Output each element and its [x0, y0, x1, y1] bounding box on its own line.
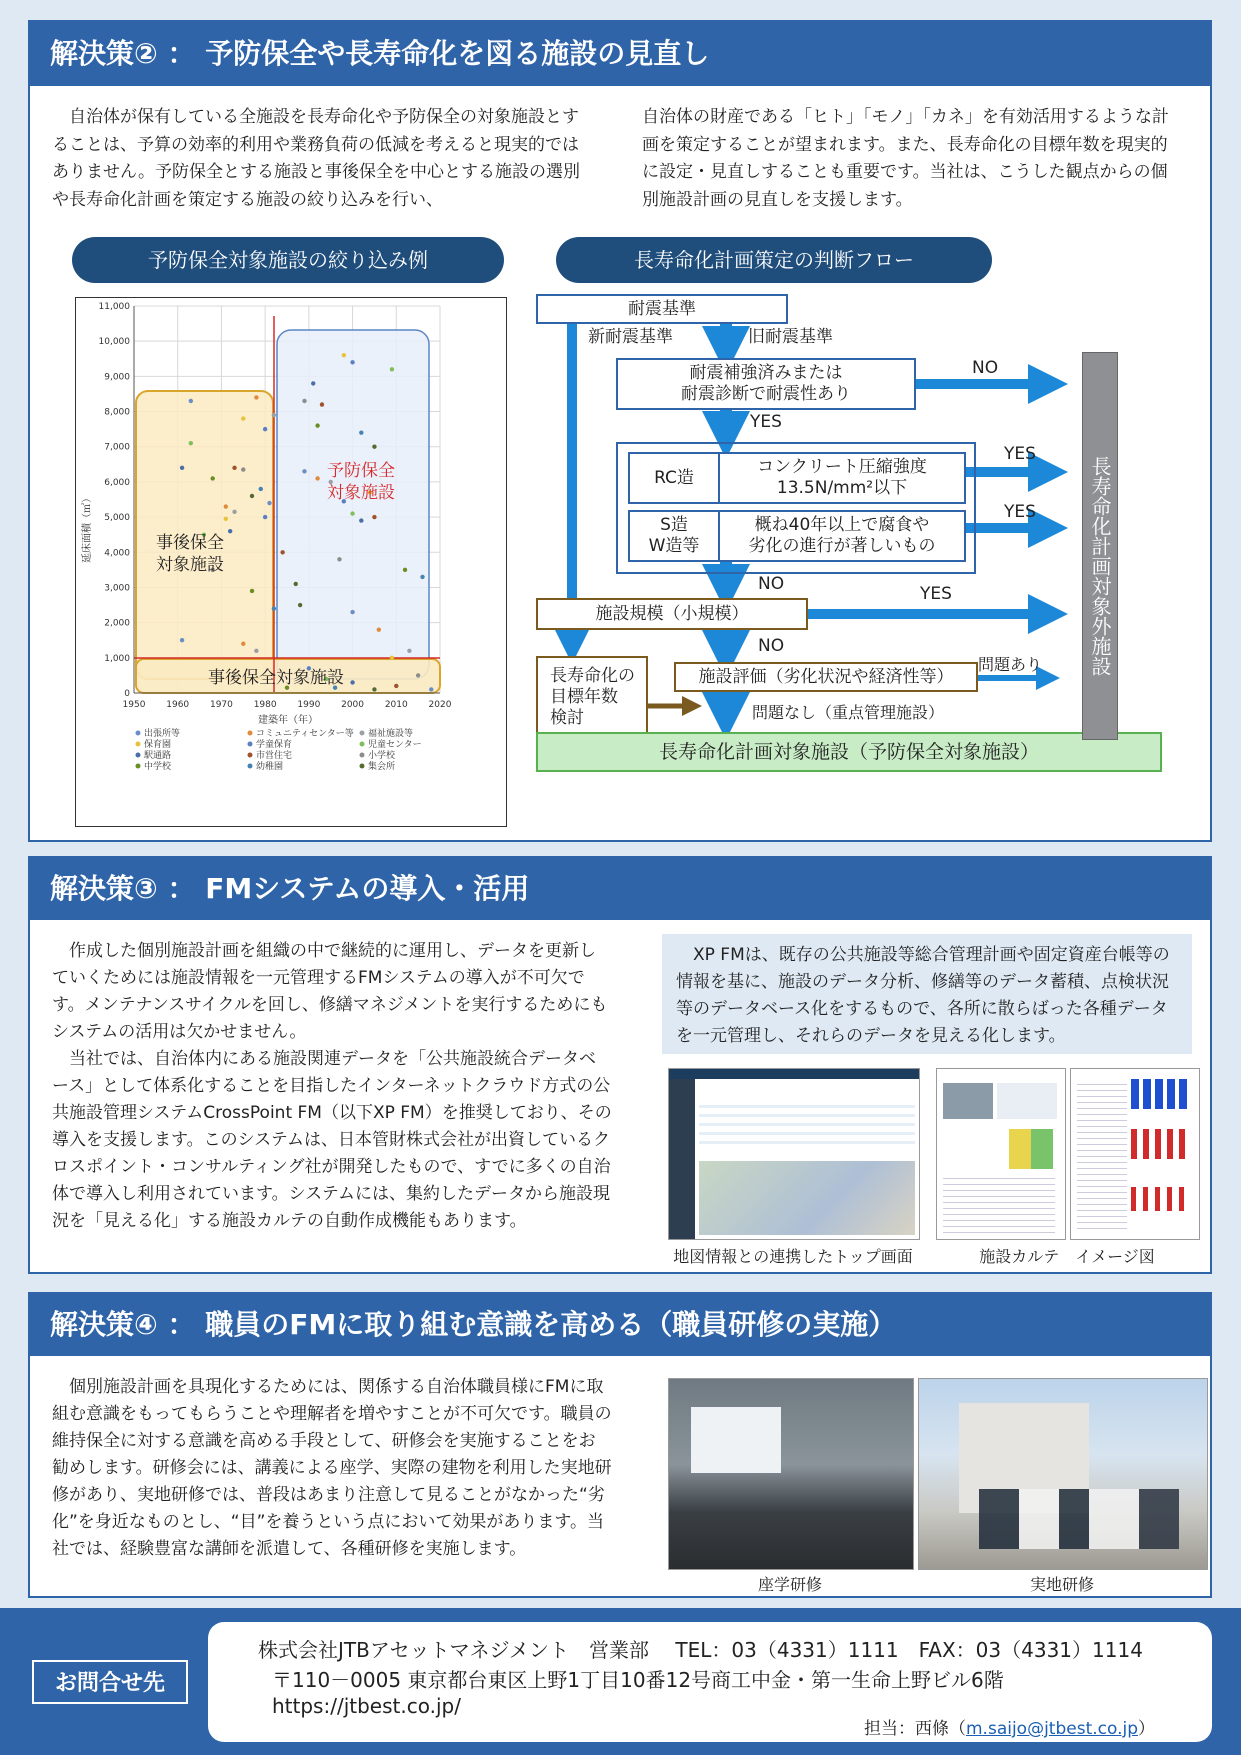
caption-field: 実地研修 [1029, 1575, 1094, 1594]
section-solution-3 [28, 856, 1212, 1274]
y-tick-label: 5,000 [104, 513, 130, 524]
contact-person-prefix: 担当：西條（ [864, 1719, 966, 1739]
legend-marker [248, 731, 253, 736]
x-axis-label: 建築年（年） [258, 715, 318, 726]
x-tick-label: 1990 [297, 700, 321, 710]
scatter-chart [75, 297, 507, 827]
y-tick-label: 0 [124, 689, 130, 699]
legend-label: 小学校 [368, 751, 396, 761]
x-tick-label: 1950 [122, 700, 146, 710]
flow-steel: S造 W造等 [628, 510, 720, 562]
intro-left: 自治体が保有している全施設を長寿命化や予防保全の対象施設とすることは、予算の効率的利用や業務負荷の低減を考えると現実的ではありません。予防保全とする施設と事後保全を中心とする施設の選別や長寿命化計画を策定する施設の絞り込みを行い、 [52, 107, 581, 210]
data-point [302, 469, 306, 473]
data-point [232, 510, 236, 514]
facility-chart-image-1 [936, 1068, 1066, 1240]
legend-label: 中学校 [144, 762, 172, 772]
y-tick-label: 11,000 [98, 302, 130, 312]
label-problem: 問題あり [978, 655, 1043, 674]
data-point [254, 649, 258, 653]
data-point [241, 642, 245, 646]
data-point [180, 466, 184, 470]
region-label-right-1: 予防保全 [327, 461, 395, 481]
section-title: 解決策② ： 予防保全や長寿命化を図る施設の見直し [30, 22, 1210, 86]
data-point [224, 517, 228, 521]
data-point [250, 494, 254, 498]
fm-body: 作成した個別施設計画を組織の中で継続的に運用し、データを更新していくためには施設情報を一元管理するFMシステムの導入が不可欠です。メンテナンスサイクルを回し、修繕マネジメントを実行するためにもシステムの活用は欠かせません。 当社では、自治体内にある施設関連データを「公共施設統合データベース」として体系化することを目指したインターネットクラウド方式の公共施設管理システムCrossPoint FM（以下XP FM）を推奨しており、その導入を支援します。このシステムは、日本管財株式会社が出資しているクロスポイント・コンサルティング社が開発したもので、すでに多くの自治体で導入し利用されています。システムには、集約したデータから施設現況を「見える化」する施設カルテの自動作成機能もあります。 [52, 941, 612, 1231]
y-tick-label: 3,000 [104, 583, 130, 594]
data-point [342, 353, 346, 357]
legend-marker [360, 764, 365, 769]
data-point [337, 557, 341, 561]
caption-top-screen: 地図情報との連携したトップ画面 [673, 1247, 913, 1266]
classroom-training-photo [668, 1378, 914, 1570]
legend-label: コミュニティセンター等 [256, 729, 354, 739]
contact-band [0, 1608, 1241, 1755]
data-point [311, 381, 315, 385]
y-tick-label: 2,000 [104, 618, 130, 629]
training-body: 個別施設計画を具現化するためには、関係する自治体職員様にFMに取組む意識をもってもらうことや理解者を増やすことが不可欠です。職員の維持保全に対する意識を高める手段として、研修会を実施することをお勧めします。研修会には、講義による座学、実際の建物を利用した実地研修があり、実地研修では、普段はあまり注意して見ることがなかった“劣化”を身近なものとし、“目”を養うという点において効果があります。当社では、経験豊富な講師を派遣して、各種研修を実施します。 [52, 1377, 612, 1559]
legend-marker [360, 742, 365, 747]
data-point [294, 582, 298, 586]
data-point [180, 638, 184, 642]
data-point [259, 487, 263, 491]
x-tick-label: 2010 [384, 700, 408, 710]
y-tick-label: 10,000 [98, 337, 130, 348]
section-title: 解決策③ ： FMシステムの導入・活用 [30, 858, 1210, 920]
data-point [407, 649, 411, 653]
region-label-bottom: 事後保全対象施設 [208, 668, 344, 688]
data-point [272, 413, 276, 417]
data-point [350, 680, 354, 684]
contact-label: お問合せ先 [32, 1660, 188, 1704]
data-point [302, 399, 306, 403]
data-point [210, 476, 214, 480]
data-point [280, 550, 284, 554]
data-point [372, 687, 376, 691]
data-point [350, 610, 354, 614]
chart-pill: 予防保全対象施設の絞り込み例 [72, 237, 504, 283]
data-point [359, 430, 363, 434]
label-no-3: NO [758, 636, 785, 656]
label-yes-1: YES [750, 412, 782, 432]
legend-label: 市営住宅 [256, 751, 293, 761]
flow-target-years: 長寿命化の 目標年数 検討 [536, 656, 648, 738]
data-point [350, 360, 354, 364]
legend-label: 集会所 [368, 762, 396, 772]
contact-line-1: 株式会社JTBアセットマネジメント 営業部 TEL：03（4331）1111 FAX：03（4331）1114 [258, 1638, 1143, 1662]
legend-marker [136, 753, 141, 758]
xpfm-note: XP FMは、既存の公共施設等総合管理計画や固定資産台帳等の情報を基に、施設のデータ分析、修繕等のデータ蓄積、点検状況等のデータベース化をするもので、各所に散らばった各種データを一元管理し、それらのデータを見える化します。 [662, 934, 1192, 1054]
y-axis-label: 延床面積（㎡） [82, 493, 93, 563]
region-preventive [277, 330, 429, 679]
y-tick-label: 1,000 [104, 653, 130, 664]
data-point [359, 518, 363, 522]
legend-marker [360, 753, 365, 758]
data-point [420, 575, 424, 579]
label-yes-4: YES [920, 584, 952, 604]
legend-label: 学童保育 [256, 740, 293, 750]
legend-marker [248, 753, 253, 758]
fm-top-screen-image [668, 1068, 920, 1240]
data-point [403, 568, 407, 572]
region-label-right-2: 対象施設 [327, 483, 395, 503]
contact-line-2: 〒110－0005 東京都台東区上野1丁目10番12号商工中金・第一生命上野ビル6階 [272, 1668, 1004, 1692]
legend-label: 幼稚園 [256, 762, 284, 772]
contact-url[interactable]: https://jtbest.co.jp/ [272, 1694, 461, 1718]
data-point [254, 395, 258, 399]
y-tick-label: 7,000 [104, 442, 130, 453]
data-point [250, 589, 254, 593]
data-point [189, 441, 193, 445]
data-point [241, 416, 245, 420]
data-point [298, 603, 302, 607]
data-point [232, 466, 236, 470]
data-point [267, 501, 271, 505]
data-point [224, 504, 228, 508]
legend-label: 児童センター [368, 740, 422, 750]
flow-scale: 施設規模（小規模） [536, 598, 808, 630]
data-point [228, 529, 232, 533]
caption-facility-chart: 施設カルテ イメージ図 [979, 1247, 1155, 1266]
data-point [320, 402, 324, 406]
contact-card [208, 1622, 1212, 1742]
data-point [416, 673, 420, 677]
legend-label: 駅通路 [144, 751, 172, 761]
legend-marker [248, 742, 253, 747]
flow-evaluation: 施設評価（劣化状況や経済性等） [674, 662, 978, 692]
legend-label: 出張所等 [144, 729, 181, 739]
data-point [272, 606, 276, 610]
data-point [315, 476, 319, 480]
scatter-chart-svg [76, 298, 506, 826]
legend-marker [360, 731, 365, 736]
label-old-standard: 旧耐震基準 [748, 327, 833, 347]
legend-marker [248, 764, 253, 769]
field-training-photo [918, 1378, 1208, 1570]
flow-rc-criteria: コンクリート圧縮強度 13.5N/mm²以下 [718, 452, 966, 504]
flow-diagram [500, 292, 1200, 837]
section-title: 解決策④ ： 職員のFMに取り組む意識を高める（職員研修の実施） [30, 1294, 1210, 1356]
y-tick-label: 9,000 [104, 372, 130, 383]
legend-label: 福祉施設等 [368, 729, 414, 739]
legend-marker [136, 742, 141, 747]
label-no-2: NO [758, 574, 785, 594]
data-point [315, 423, 319, 427]
label-new-standard: 新耐震基準 [588, 327, 673, 347]
data-point [372, 515, 376, 519]
x-tick-label: 1970 [209, 700, 233, 710]
flow-seismic-standard: 耐震基準 [536, 294, 788, 324]
flow-target-facility: 長寿命化計画対象施設（予防保全対象施設） [536, 732, 1162, 772]
intro-right: 自治体の財産である「ヒト」「モノ」「カネ」を有効活用するような計画を策定することが望まれます。また、長寿命化の目標年数を現実的に設定・見直しすることも重要です。当社は、こうした観点からの個別施設計画の見直しを支援します。 [642, 107, 1169, 210]
y-tick-label: 6,000 [104, 477, 130, 488]
legend-marker [136, 764, 141, 769]
x-tick-label: 2000 [341, 700, 365, 710]
data-point [394, 684, 398, 688]
flow-excluded-facility: 長寿命化計画対象外施設 [1082, 352, 1118, 740]
data-point [390, 656, 394, 660]
x-tick-label: 1960 [166, 700, 190, 710]
y-tick-label: 4,000 [104, 548, 130, 559]
flow-steel-criteria: 概ね40年以上で腐食や 劣化の進行が著しいもの [718, 510, 966, 562]
data-point [372, 445, 376, 449]
section-solution-2 [28, 20, 1212, 842]
facility-chart-image-2 [1070, 1068, 1200, 1240]
data-point [241, 467, 245, 471]
caption-classroom: 座学研修 [757, 1575, 822, 1594]
data-point [189, 399, 193, 403]
contact-person-suffix: ） [1138, 1719, 1156, 1739]
section-solution-4 [28, 1292, 1212, 1598]
flow-rc: RC造 [628, 452, 720, 504]
label-no-1: NO [972, 358, 999, 378]
label-yes-3: YES [1004, 502, 1036, 522]
flow-reinforced: 耐震補強済みまたは 耐震診断で耐震性あり [616, 358, 916, 410]
contact-email[interactable]: m.saijo@jtbest.co.jp [966, 1719, 1139, 1739]
data-point [429, 687, 433, 691]
legend-marker [136, 731, 141, 736]
data-point [263, 515, 267, 519]
y-tick-label: 8,000 [104, 407, 130, 418]
data-point [263, 427, 267, 431]
label-no-problem: 問題なし（重点管理施設） [752, 703, 945, 722]
legend-label: 保育園 [144, 740, 172, 750]
x-tick-label: 2020 [428, 700, 452, 710]
label-yes-2: YES [1004, 444, 1036, 464]
region-label-left-2: 対象施設 [156, 555, 224, 575]
data-point [377, 627, 381, 631]
flow-pill: 長寿命化計画策定の判断フロー [556, 237, 992, 283]
x-tick-label: 1980 [253, 700, 277, 710]
data-point [350, 511, 354, 515]
data-point [390, 367, 394, 371]
contact-person [864, 1714, 1155, 1739]
region-label-left-1: 事後保全 [156, 533, 224, 553]
